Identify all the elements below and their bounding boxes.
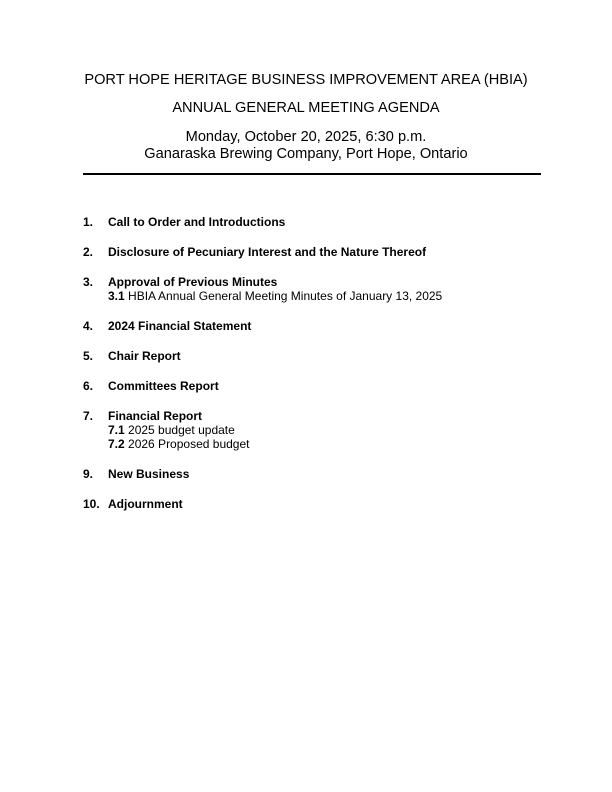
agenda-item <box>83 319 553 333</box>
header-divider <box>83 173 541 175</box>
agenda-item-number: 4. <box>83 319 94 333</box>
agenda-item-number: 2. <box>83 245 94 259</box>
organization-name: PORT HOPE HERITAGE BUSINESS IMPROVEMENT AREA (HBIA) <box>84 72 528 88</box>
agenda-item-number: 10. <box>83 497 100 511</box>
agenda-item <box>83 409 553 451</box>
agenda-item <box>83 349 553 363</box>
agenda-item-title: 2024 Financial Statement <box>108 319 252 333</box>
agenda-item-number: 6. <box>83 379 94 393</box>
agenda-subitem-number: 3.1 <box>108 289 125 303</box>
agenda-subitem-text: 2025 budget update <box>128 423 235 437</box>
agenda-item <box>83 275 553 303</box>
agenda-subitem <box>108 423 553 437</box>
agenda-item-number: 7. <box>83 409 94 423</box>
agenda-item-title: Approval of Previous Minutes <box>108 275 278 289</box>
agenda-item-number: 9. <box>83 467 94 481</box>
meeting-date-time: Monday, October 20, 2025, 6:30 p.m. <box>185 129 427 145</box>
agenda-list <box>83 215 553 527</box>
agenda-item-number: 5. <box>83 349 94 363</box>
agenda-item <box>83 245 553 259</box>
agenda-item-title: Adjournment <box>108 497 183 511</box>
agenda-subitem-text: 2026 Proposed budget <box>128 437 250 451</box>
agenda-item-title: Call to Order and Introductions <box>108 215 286 229</box>
agenda-subitem-number: 7.2 <box>108 437 125 451</box>
agenda-item <box>83 497 553 511</box>
agenda-item-title: Disclosure of Pecuniary Interest and the Nature Thereof <box>108 245 427 259</box>
agenda-item-number: 1. <box>83 215 94 229</box>
document-title: ANNUAL GENERAL MEETING AGENDA <box>172 100 440 116</box>
agenda-item-title: Chair Report <box>108 349 181 363</box>
agenda-item <box>83 379 553 393</box>
agenda-item-title: Committees Report <box>108 379 219 393</box>
agenda-item <box>83 215 553 229</box>
agenda-item-title: New Business <box>108 467 190 481</box>
agenda-item <box>83 467 553 481</box>
agenda-item-title: Financial Report <box>108 409 203 423</box>
agenda-subitem-number: 7.1 <box>108 423 125 437</box>
agenda-subitem-text: HBIA Annual General Meeting Minutes of January 13, 2025 <box>128 289 443 303</box>
agenda-subitem <box>108 289 553 303</box>
agenda-item-number: 3. <box>83 275 94 289</box>
meeting-venue: Ganaraska Brewing Company, Port Hope, Ontario <box>144 146 468 162</box>
agenda-subitem <box>108 437 553 451</box>
